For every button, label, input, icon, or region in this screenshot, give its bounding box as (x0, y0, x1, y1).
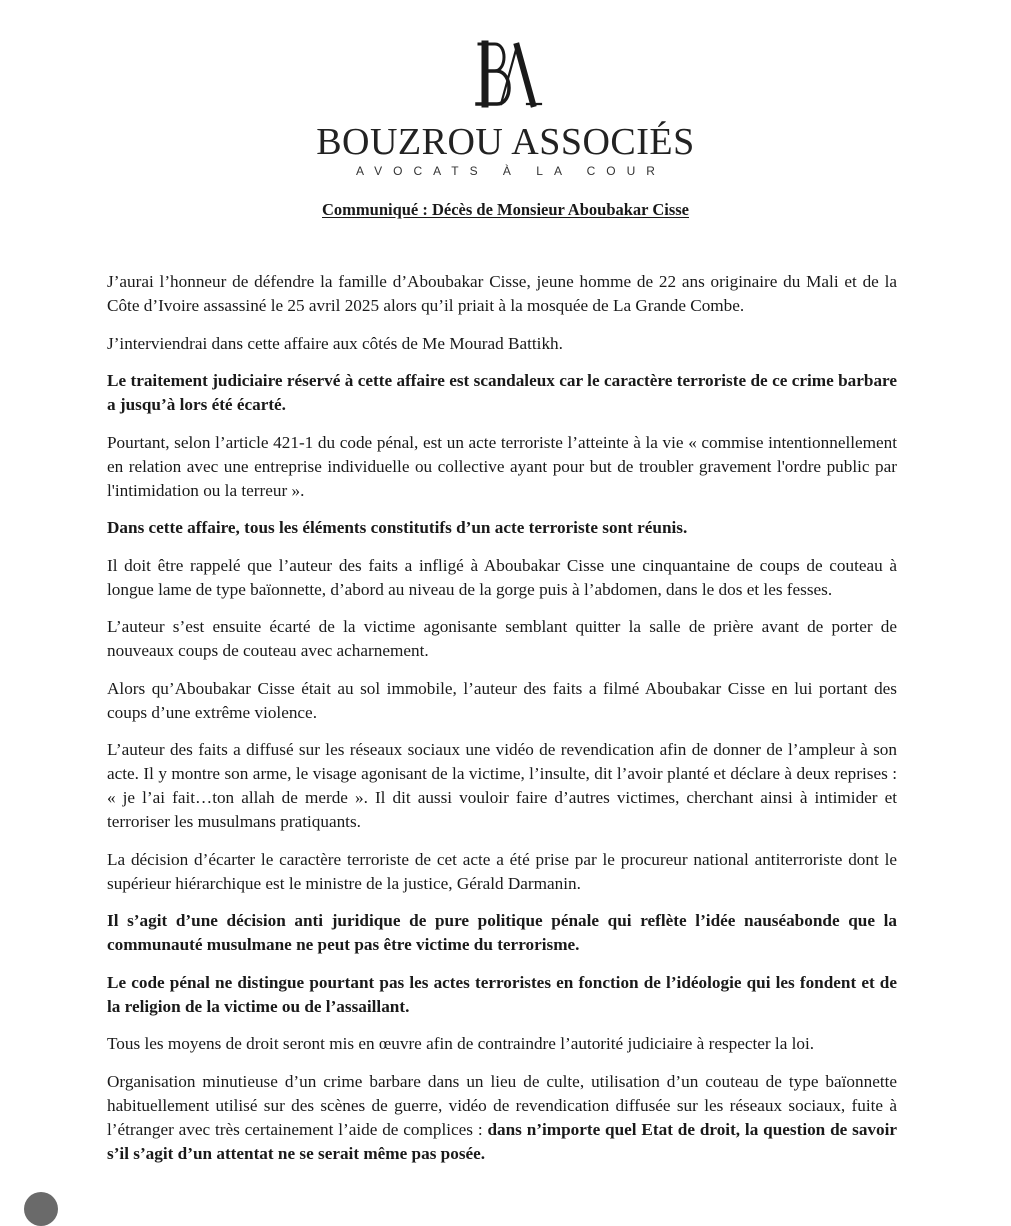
paragraph-prosecutor-decision: La décision d’écarter le caractère terroriste de cet acte a été prise par le procureur national antiterroriste dont le supérieur hiérarchique est le ministre de la justice, Gérald Darmanin. (107, 849, 897, 893)
paragraph-co-counsel: J’interviendrai dans cette affaire aux côtés de Me Mourad Battikh. (107, 333, 563, 353)
firm-name: BOUZROU ASSOCIÉS (316, 121, 695, 163)
conclusion-regular-text: Organisation minutieuse d’un crime barbare dans un lieu de culte, utilisation d’un couteau de type baïonnette habituellement utilisé sur des scènes de guerre, vidéo de revendication diffusée sur les réseaux sociaux, fuite à l’étranger avec très certainement l’aide de complices : (107, 1071, 897, 1139)
paragraph-renewed-attack: L’auteur s’est ensuite écarté de la victime agonisante semblant quitter la salle de prière avant de porter de nouveaux coups de couteau avec acharnement. (107, 617, 897, 660)
page-corner-mark (24, 1192, 58, 1226)
letterhead (0, 38, 1011, 178)
paragraph-conclusion (107, 1070, 897, 1166)
paragraph-video-claim: L’auteur des faits a diffusé sur les réseaux sociaux une vidéo de revendication afin de donner de l’ampleur à son acte. Il y montre son arme, le visage agonisant de la victime, l’insulte, dit l’avoir planté et déclare à deux reprises : « je l’ai fait…ton allah de merde ». Il dit aussi vouloir faire d’autres victimes, cherchant ainsi à intimider et terroriser les musulmans pratiquants. (107, 740, 897, 831)
firm-tagline: AVOCATS À LA COUR (356, 164, 666, 178)
communique-body (107, 270, 897, 1179)
paragraph-anti-legal-decision: Il s’agit d’une décision anti juridique de pure politique pénale qui reflète l’idée nauséabonde que la communauté musulmane ne peut pas être victime du terrorisme. (107, 911, 897, 954)
paragraph-article-421-1: Pourtant, selon l’article 421-1 du code pénal, est un acte terroriste l’atteinte à la vie « commise intentionnellement en relation avec une entreprise individuelle ou collective ayant pour but de troubler gravement l'ordre public par l'intimidation ou la terreur ». (107, 432, 897, 500)
paragraph-defense-family: J’aurai l’honneur de défendre la famille d’Aboubakar Cisse, jeune homme de 22 ans originaire du Mali et de la Côte d’Ivoire assassiné le 25 avril 2025 alors qu’il priait à la mosquée de La Grande Combe. (107, 272, 897, 315)
paragraph-scandal: Le traitement judiciaire réservé à cette affaire est scandaleux car le caractère terroriste de ce crime barbare a jusqu’à lors été écarté. (107, 371, 897, 414)
conclusion-bold-text: dans n’importe quel Etat de droit, la question de savoir s’il s’agit d’un attentat ne se serait même pas posée. (107, 1119, 898, 1163)
paragraph-stab-wounds: Il doit être rappelé que l’auteur des faits a infligé à Aboubakar Cisse une cinquantaine de coups de couteau à longue lame de type baïonnette, d’abord au niveau de la gorge puis à l’abdomen, dans le dos et les fesses. (107, 555, 897, 599)
paragraph-legal-means: Tous les moyens de droit seront mis en œuvre afin de contraindre l’autorité judiciaire à respecter la loi. (107, 1034, 815, 1053)
communique-title: Communiqué : Décès de Monsieur Aboubakar Cisse (321, 200, 689, 219)
paragraph-filmed: Alors qu’Aboubakar Cisse était au sol immobile, l’auteur des faits a filmé Aboubakar Cisse en lui portant des coups d’une extrême violence. (107, 678, 897, 722)
paragraph-elements-united: Dans cette affaire, tous les éléments constitutifs d’un acte terroriste sont réunis. (107, 518, 688, 537)
firm-monogram-logo (461, 38, 551, 110)
paragraph-penal-code: Le code pénal ne distingue pourtant pas les actes terroristes en fonction de l’idéologie qui les fondent et de la religion de la victime ou de l’assaillant. (107, 972, 897, 1016)
